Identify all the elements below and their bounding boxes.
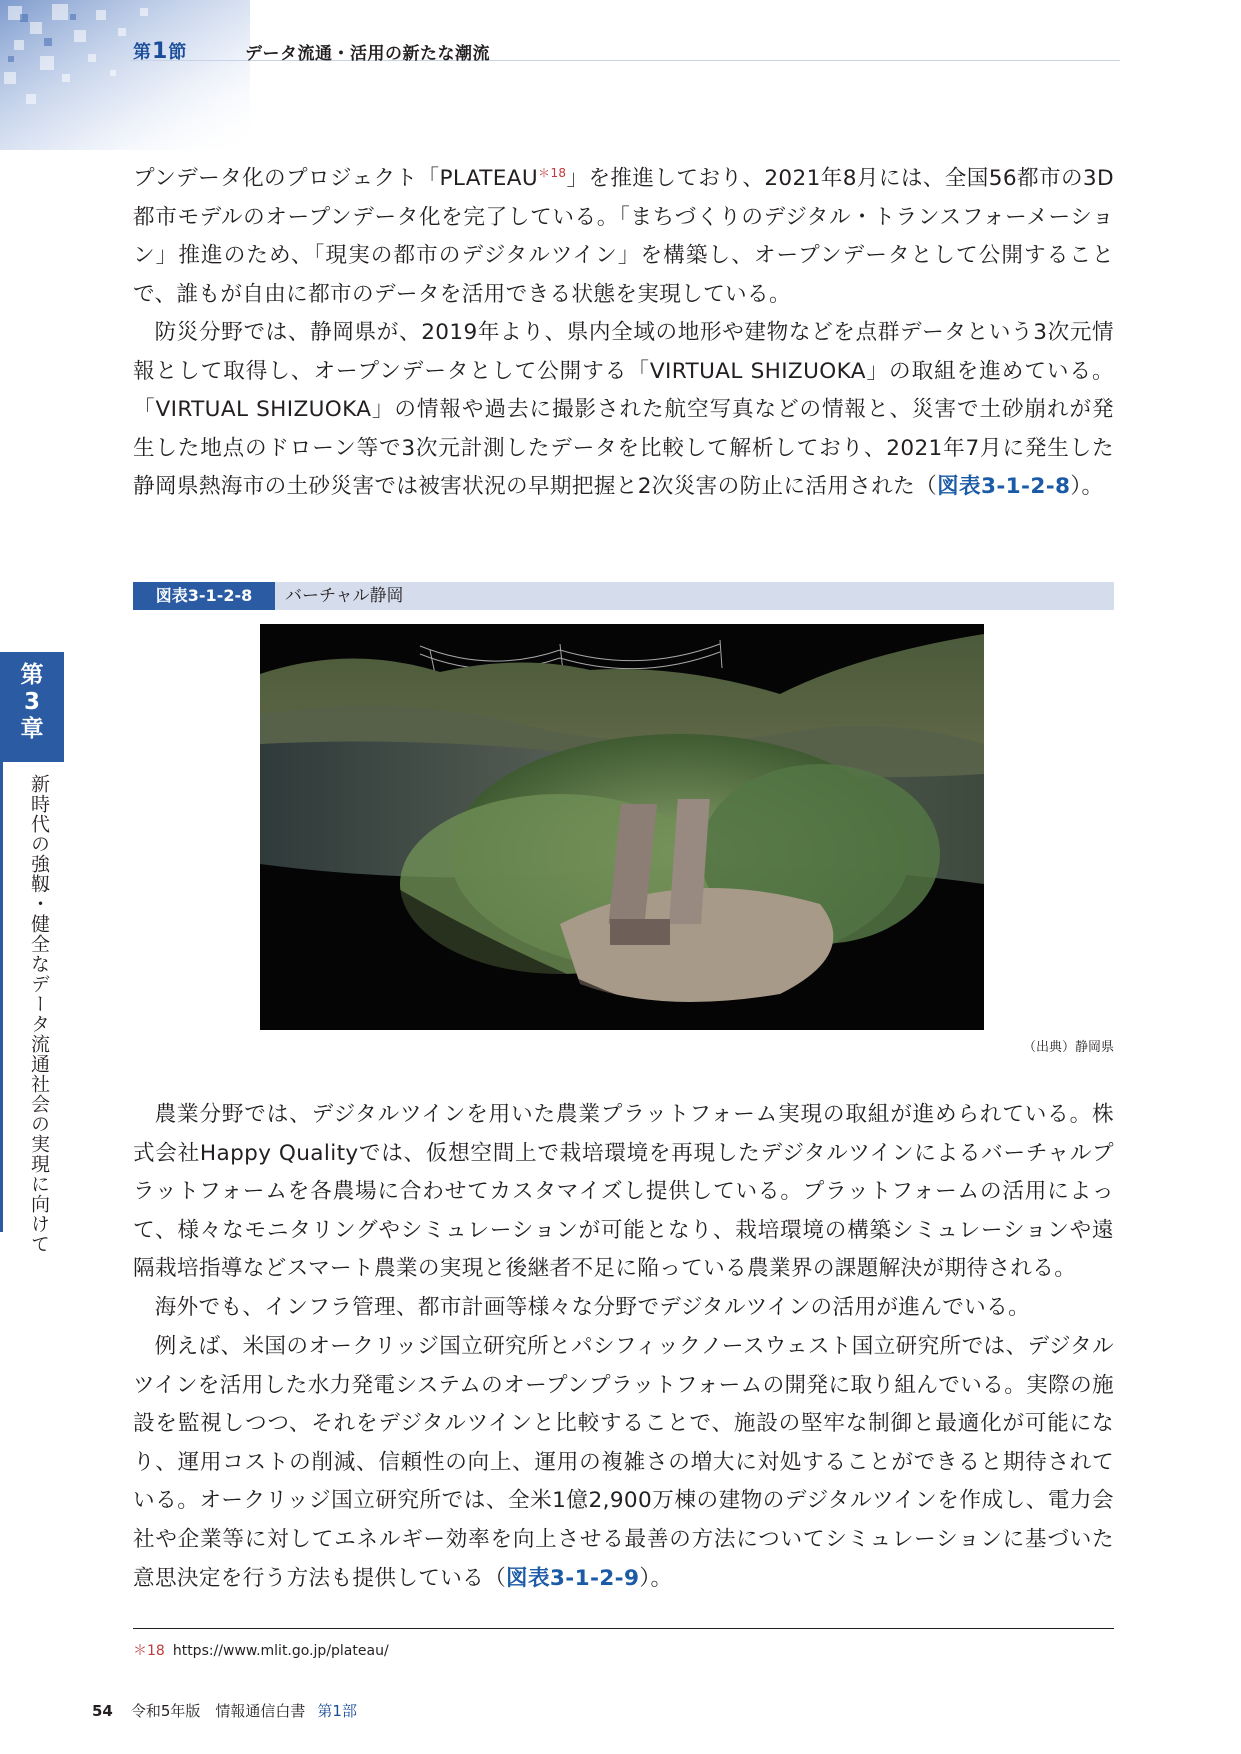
footnote-mark: ＊18 xyxy=(133,1643,165,1659)
chapter-tab: 第 3 章 xyxy=(0,652,64,762)
virtual-shizuoka-point-cloud-image xyxy=(260,624,984,1030)
figure-ref-3-1-2-8[interactable]: 図表3-1-2-8 xyxy=(937,474,1071,500)
footnote-18 xyxy=(133,1640,389,1660)
section-label: 第1節 xyxy=(133,39,188,64)
figure-ref-3-1-2-9[interactable]: 図表3-1-2-9 xyxy=(506,1565,640,1591)
paragraph-2: 防災分野では、静岡県が、2019年より、県内全域の地形や建物などを点群データという3次元情報として取得し、オープンデータとして公開する「VIRTUAL SHIZUOKA」の取組を進めている。「VIRTUAL SHIZUOKA」の情報や過去に撮影された航空写真などの情報と、災害で土砂崩れが発生した地点のドローン等で3次元計測したデータを比較して解析しており、2021年7月に発生した静岡県熱海市の土砂災害では被害状況の早期把握と2次災害の防止に活用された（図表3-1-2-8）。 xyxy=(133,320,1114,500)
section-title: データ流通・活用の新たな潮流 xyxy=(245,44,490,64)
footnote-rule xyxy=(133,1628,1114,1629)
part-label: 第1部 xyxy=(317,1702,357,1720)
paragraph-4: 海外でも、インフラ管理、都市計画等様々な分野でデジタルツインの活用が進んでいる。 xyxy=(154,1295,1030,1320)
chapter-title-vertical: 新時代の強靱・健全なデータ流通社会の実現に向けて xyxy=(28,774,50,1254)
footnote-url-link[interactable]: https://www.mlit.go.jp/plateau/ xyxy=(172,1643,389,1659)
page-footer xyxy=(92,1700,357,1721)
page-number: 54 xyxy=(92,1702,113,1720)
paragraph-5: 例えば、米国のオークリッジ国立研究所とパシフィックノースウェスト国立研究所では、デジタルツインを活用した水力発電システムのオープンプラットフォームの開発に取り組んでいる。実際の施設を監視しつつ、それをデジタルツインと比較することで、施設の堅牢な制御と最適化が可能になり、運用コストの削減、信頼性の向上、運用の複雑さの増大に対処することができると期待されている。オークリッジ国立研究所では、全米1億2,900万棟の建物のデジタルツインを作成し、電力会社や企業等に対してエネルギー効率を向上させる最善の方法についてシミュレーションに基づいた意思決定を行う方法も提供している（図表3-1-2-9）。 xyxy=(133,1334,1114,1591)
paragraph-3: 農業分野では、デジタルツインを用いた農業プラットフォーム実現の取組が進められている。株式会社Happy Qualityでは、仮想空間上で栽培環境を再現したデジタルツインによるバーチャルプラットフォームを各農場に合わせてカスタマイズし提供している。プラットフォームの活用によって、様々なモニタリングやシミュレーションが可能となり、栽培環境の構築シミュレーションや遠隔栽培指導などスマート農業の実現と後継者不足に陥っている農業界の課題解決が期待される。 xyxy=(133,1102,1114,1282)
figure-caption-bar xyxy=(133,582,1114,610)
paragraph-1: プンデータ化のプロジェクト「$PLATEAU^{*18}$」を推進しており、2021年8月には、全国56都市の3D都市モデルのオープンデータ化を完了している。「まちづくりのデジタル・トランスフォーメーション」推進のため、「現実の都市のデジタルツイン」を構築し、オープンデータとして公開することで、誰もが自由に都市のデータを活用できる状態を実現している。 xyxy=(133,165,1114,307)
header-mosaic-graphic xyxy=(0,0,250,150)
chapter-side-rule xyxy=(0,762,3,1232)
footnote-ref-18[interactable]: ＊18 xyxy=(538,165,567,180)
section-number: 1 xyxy=(152,39,169,64)
figure-title: バーチャル静岡 xyxy=(285,586,404,606)
figure-source: （出典）静岡県 xyxy=(1022,1040,1114,1055)
publication-name: 令和5年版 情報通信白書 xyxy=(130,1702,306,1720)
figure-number-tag: 図表3-1-2-8 xyxy=(133,582,275,610)
